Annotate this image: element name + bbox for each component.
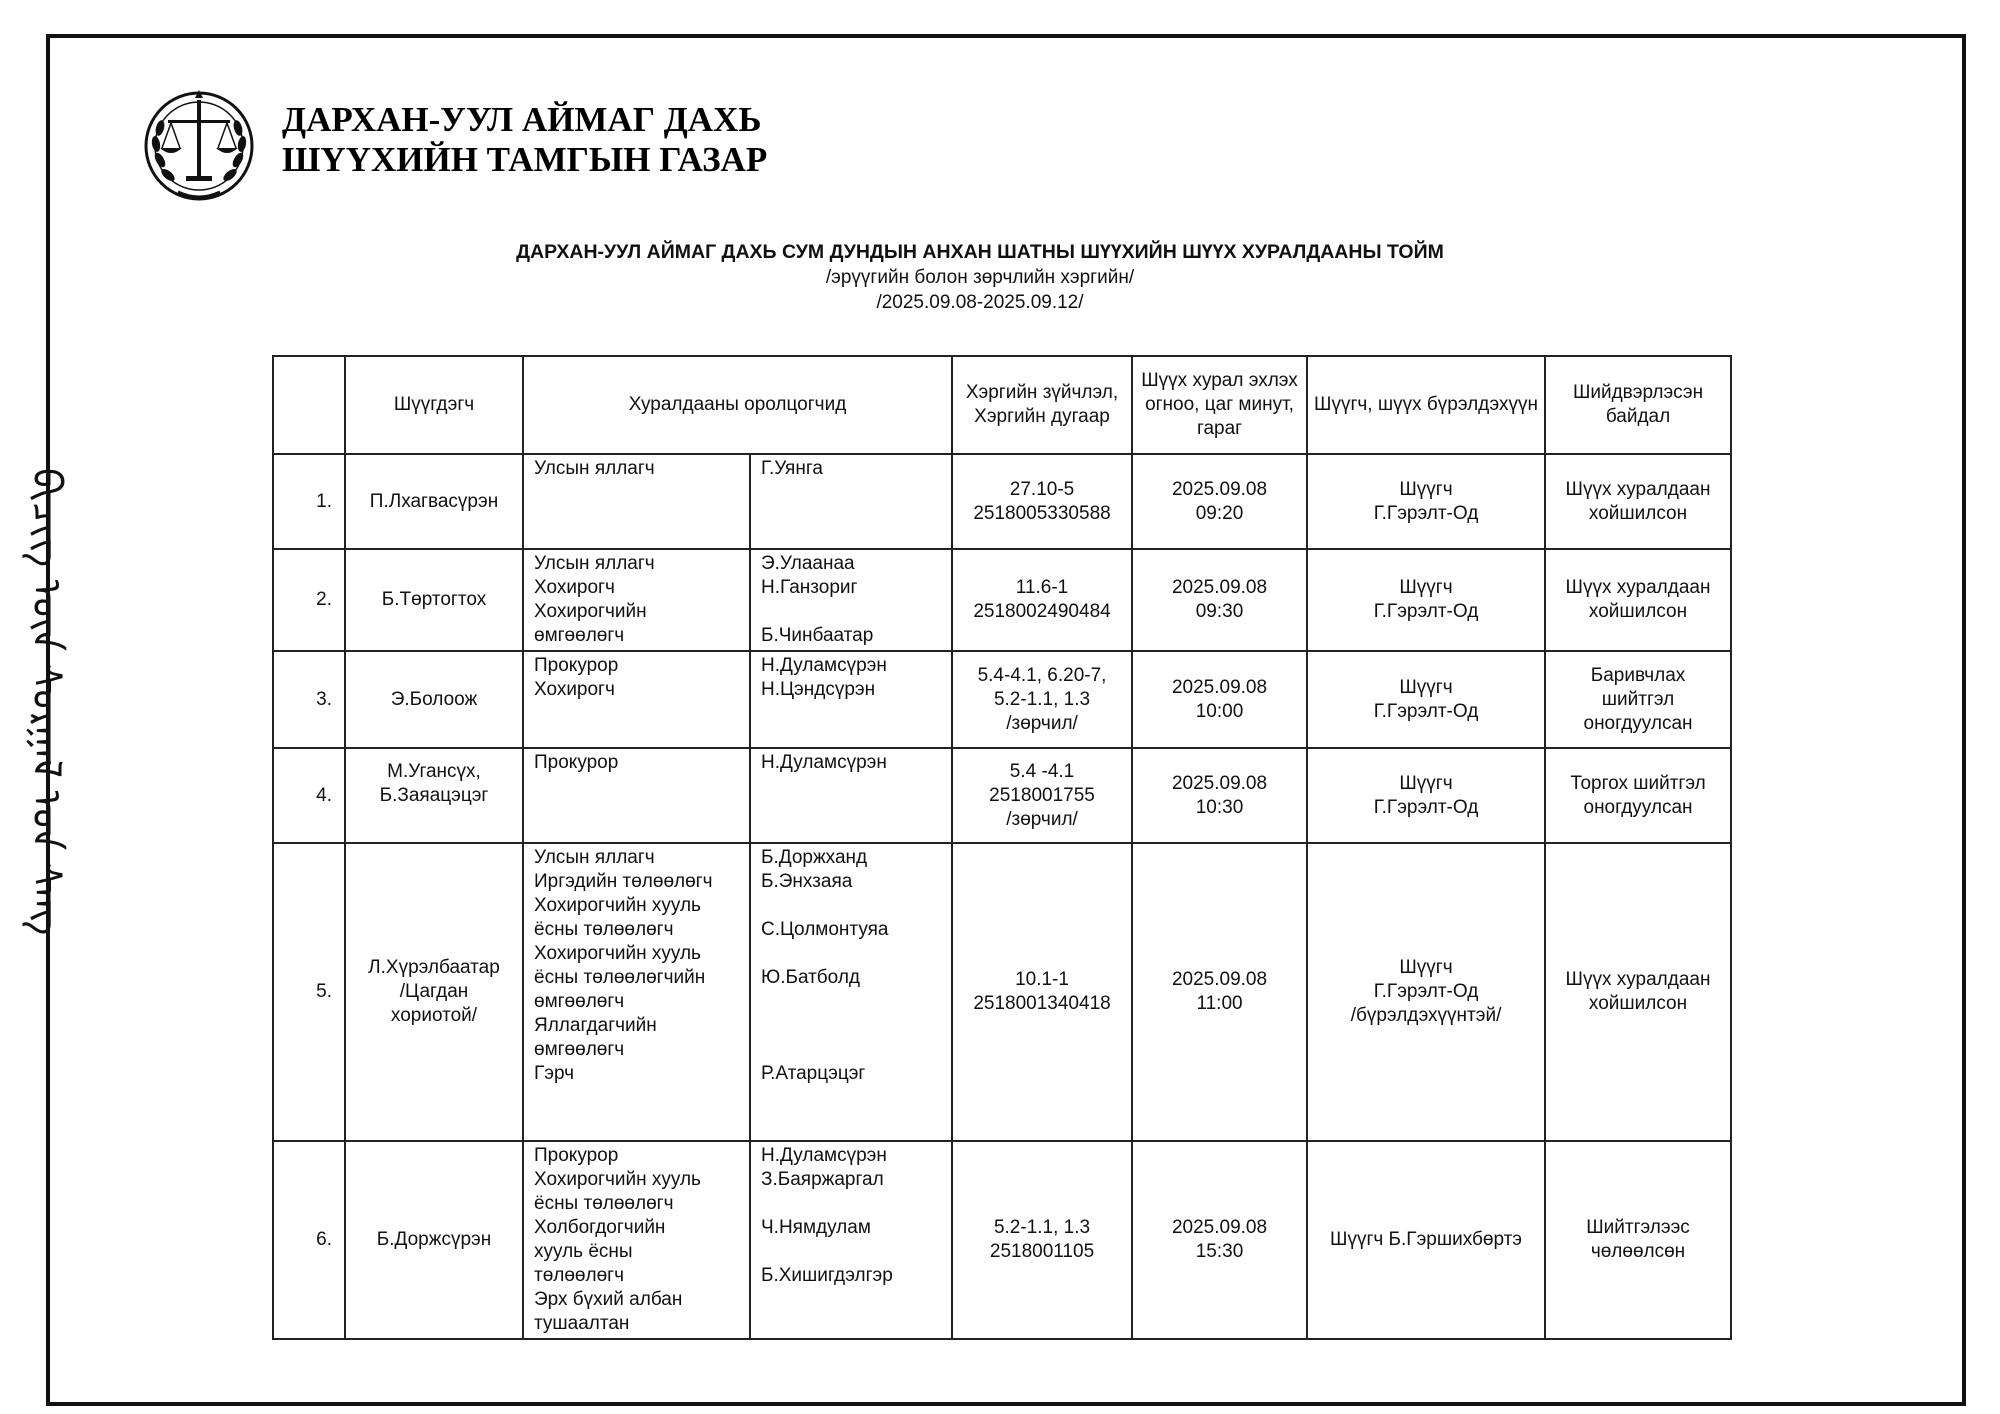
table-row [273,454,1731,549]
row-number: 3. [273,651,345,748]
participant-names-cell [750,748,952,843]
defendant-cell-line: Б.Доржсүрэн [376,1229,492,1250]
court-hearings-table [272,355,1732,1340]
participant-names-cell-line: Б.Доржханд [761,847,868,868]
participant-names-cell-line: Н.Дуламсүрэн [761,752,887,773]
participant-names-cell-line: Э.Улаанаа [761,553,855,574]
participant-names-cell-line: Н.Дуламсүрэн [761,655,887,676]
participant-names-cell-line [761,505,947,529]
table-header-row [273,356,1731,454]
judge-cell [1307,843,1545,1141]
participant-names-cell-line: С.Цолмонтуяа [761,919,889,940]
participant-roles-cell-line: Прокурор [534,752,619,773]
participant-names-cell-line: Н.Дуламсүрэн [761,1145,887,1166]
participant-roles-cell-line: төлөөлөгч [534,1265,624,1286]
judge-cell-line: Шүүгч [1399,478,1453,500]
participant-names-cell-line [761,799,947,823]
participant-roles-cell-line: ёсны төлөөлөгч [534,919,674,940]
outcome-cell-line: хойшилсон [1588,601,1688,622]
participant-names-cell-line: Н.Ганзориг [761,577,858,598]
case-article-cell-line: 2518001755 [989,784,1095,806]
case-article-cell-line: 10.1-1 [1015,969,1069,990]
participant-names-cell [750,454,952,549]
case-article-cell [952,843,1132,1141]
case-article-cell [952,549,1132,651]
participant-names-cell-line [761,1312,947,1336]
participant-names-cell-line [761,775,947,799]
judge-cell-line: Г.Гэрэлт-Од [1373,601,1479,622]
participant-roles-cell-line: Хохирогчийн хууль [534,1169,701,1190]
participant-roles-cell-line: Иргэдийн төлөөлөгч [534,871,713,892]
participant-names-cell [750,1141,952,1339]
outcome-cell-line: хойшилсон [1588,502,1688,524]
case-article-cell-line: 5.2-1.1, 1.3 [993,688,1091,710]
hearing-time-cell-line: 10:30 [1195,796,1244,818]
participant-roles-cell [523,1141,750,1339]
outcome-cell [1545,1141,1731,1339]
participant-names-cell-line: Б.Чинбаатар [761,625,874,646]
participant-names-cell-line: Р.Атарцэцэг [761,1063,866,1084]
hearing-time-cell-line: 15:30 [1195,1241,1244,1262]
defendant-cell-line: Б.Заяацэцэг [379,784,489,806]
defendant-cell [345,651,523,748]
participant-roles-cell-line: тушаалтан [534,1313,630,1334]
participant-roles-cell [523,748,750,843]
participant-roles-cell-line: Прокурор [534,655,619,676]
participant-roles-cell-line: Улсын яллагч [534,458,655,479]
hearing-time-cell-line: 09:30 [1195,601,1244,622]
defendant-cell-line [350,808,518,832]
hearing-time-cell-line: 2025.09.08 [1171,1217,1268,1238]
case-article-cell-line: 5.4-4.1, 6.20-7, [977,664,1107,686]
hearing-time-cell-line: 2025.09.08 [1171,772,1268,794]
case-article-cell-line: /зөрчил/ [1006,808,1078,830]
participant-names-cell-line: Б.Энхзаяа [761,871,853,892]
judge-cell-line: Г.Гэрэлт-Од [1373,981,1479,1002]
judge-cell-line: Шүүгч [1399,957,1453,978]
participant-roles-cell-line: өмгөөлөгч [534,625,625,646]
header-case: Хэргийн зүйчлэл, Хэргийн дугаар [952,356,1132,454]
outcome-cell-line: чөлөөлсөн [1590,1241,1686,1262]
row-number: 1. [273,454,345,549]
judge-cell-line: Г.Гэрэлт-Од [1373,796,1479,818]
participant-roles-cell-line: Улсын яллагч [534,847,655,868]
defendant-cell-line: Л.Хүрэлбаатар [368,957,500,978]
outcome-cell [1545,454,1731,549]
case-article-cell [952,454,1132,549]
participant-roles-cell-line: Хохирогчийн хууль [534,943,701,964]
hearing-time-cell-line: 11:00 [1196,993,1243,1014]
participant-roles-cell-line: Хохирогчийн [534,601,647,622]
participant-names-cell-line: Б.Хишигдэлгэр [761,1265,893,1286]
case-article-cell [952,748,1132,843]
participant-roles-cell [523,549,750,651]
document-subtitle: /эрүүгийн болон зөрчлийн хэргийн/ [825,267,1135,288]
header-judge: Шүүгч, шүүх бүрэлдэхүүн [1307,356,1545,454]
participant-roles-cell-line: Эрх бүхий албан [534,1289,683,1310]
case-article-cell-line: 5.2-1.1, 1.3 [993,1217,1091,1238]
participant-names-cell-line [761,1038,947,1062]
org-line-2: ШҮҮХИЙН ТАМГЫН ГАЗАР [282,140,768,179]
judge-cell [1307,549,1545,651]
judge-cell-line: Шүүгч [1399,676,1453,698]
defendant-cell [345,843,523,1141]
header-participants: Хуралдааны оролцогчид [523,356,952,454]
participant-roles-cell-line: Гэрч [534,1063,575,1084]
header-defendant: Шүүгдэгч [345,356,523,454]
judge-cell-line: Шүүгч [1399,772,1453,794]
mongolian-script-vertical-text [6,182,86,1222]
outcome-cell-line: оногдуулсан [1583,712,1693,734]
participant-roles-cell-line: Прокурор [534,1145,619,1166]
defendant-cell [345,454,523,549]
org-line-1: ДАРХАН-УУЛ АЙМАГ ДАХЬ [282,100,762,139]
case-article-cell-line: 2518001340418 [973,993,1111,1014]
participant-roles-cell-line: ёсны төлөөлөгч [534,1193,674,1214]
table-row [273,651,1731,748]
row-number: 5. [273,843,345,1141]
defendant-cell-line: М.Угансүх, [387,760,481,782]
header-outcome: Шийдвэрлэсэн байдал [1545,356,1731,454]
judge-cell-line: Г.Гэрэлт-Од [1373,700,1479,722]
participant-names-cell-line [761,1240,947,1264]
table-row [273,843,1731,1141]
hearing-time-cell [1132,843,1307,1141]
case-article-cell-line: 11.6-1 [1015,577,1069,598]
hearing-time-cell-line: 2025.09.08 [1171,676,1268,698]
participant-names-cell-line [761,894,947,918]
participant-roles-cell [523,651,750,748]
judge-cell [1307,454,1545,549]
participant-roles-cell-line: Хохирогчийн хууль [534,895,701,916]
court-scales-emblem-icon [138,80,260,208]
outcome-cell-line: оногдуулсан [1583,796,1693,818]
judge-cell [1307,1141,1545,1339]
participant-names-cell-line [761,1192,947,1216]
row-number: 6. [273,1141,345,1339]
hearing-time-cell-line: 09:20 [1195,502,1244,524]
document-period: /2025.09.08-2025.09.12/ [876,292,1084,313]
participant-names-cell-line [761,702,947,726]
outcome-cell-line: Шүүх хуралдаан [1565,969,1711,990]
participant-roles-cell-line: ёсны төлөөлөгчийн [534,967,706,988]
participant-names-cell-line: Ч.Нямдулам [761,1217,871,1238]
participant-roles-cell [523,843,750,1141]
header-time: Шүүх хурал эхлэх огноо, цаг минут, гараг [1132,356,1307,454]
outcome-cell [1545,843,1731,1141]
participant-names-cell-line: З.Баяржаргал [761,1169,884,1190]
participant-names-cell-line [761,600,947,624]
hearing-time-cell [1132,1141,1307,1339]
table-row [273,1141,1731,1339]
defendant-cell-line: Б.Төртогтох [381,589,487,610]
defendant-cell-line: хориотой/ [390,1005,478,1026]
outcome-cell-line: Торгох шийтгэл [1570,772,1706,794]
judge-cell-line: Шүүгч Б.Гэршихбөртэ [1330,1229,1522,1250]
participant-roles-cell-line: Яллагдагчийн [534,1015,657,1036]
participant-names-cell [750,843,952,1141]
document-heading [390,240,1570,315]
hearing-time-cell-line: 10:00 [1195,700,1244,722]
hearing-time-cell [1132,549,1307,651]
participant-names-cell-line [761,942,947,966]
outcome-cell-line: Шийтгэлээс [1586,1217,1690,1238]
participant-roles-cell-line [534,481,745,505]
participant-names-cell-line [761,1014,947,1038]
participant-roles-cell-line [534,775,745,799]
organization-name [282,100,767,180]
participant-roles-cell-line: хууль ёсны [534,1241,633,1262]
participant-roles-cell-line: өмгөөлөгч [534,991,625,1012]
case-article-cell [952,1141,1132,1339]
participant-roles-cell-line [534,702,745,726]
hearing-time-cell-line: 2025.09.08 [1171,478,1268,500]
header-num [273,356,345,454]
participant-roles-cell [523,454,750,549]
outcome-cell-line: шийтгэл [1601,688,1675,710]
defendant-cell-line: /Цагдан [399,981,469,1002]
case-article-cell [952,651,1132,748]
row-number: 2. [273,549,345,651]
hearing-time-cell [1132,651,1307,748]
case-article-cell-line: 27.10-5 [1009,478,1075,500]
hearing-time-cell-line: 2025.09.08 [1171,577,1268,598]
outcome-cell [1545,549,1731,651]
participant-roles-cell-line: Хохирогч [534,577,615,598]
case-article-cell-line: 2518001105 [989,1241,1095,1262]
hearing-time-cell [1132,748,1307,843]
row-number: 4. [273,748,345,843]
case-article-cell-line: 2518005330588 [973,502,1111,524]
participant-names-cell-line: Н.Цэндсүрэн [761,679,876,700]
defendant-cell [345,748,523,843]
table-row [273,748,1731,843]
participant-names-cell [750,549,952,651]
defendant-cell [345,549,523,651]
participant-roles-cell-line: өмгөөлөгч [534,1039,625,1060]
participant-names-cell-line [761,481,947,505]
document-title: ДАРХАН-УУЛ АЙМАГ ДАХЬ СУМ ДУНДЫН АНХАН ШАТНЫ ШҮҮХИЙН ШҮҮХ ХУРАЛДААНЫ ТОЙМ [516,241,1444,263]
defendant-cell-line: П.Лхагвасүрэн [369,490,499,512]
hearing-time-cell [1132,454,1307,549]
case-article-cell-line: /зөрчил/ [1006,712,1078,734]
participant-roles-cell-line: Холбогдогчийн [534,1217,666,1238]
judge-cell [1307,651,1545,748]
defendant-cell-line: Э.Болоож [390,688,478,710]
outcome-cell-line: Шүүх хуралдаан [1565,478,1711,500]
participant-names-cell-line: Г.Уянга [761,458,823,479]
outcome-cell-line: Баривчлах [1590,664,1686,686]
outcome-cell [1545,651,1731,748]
outcome-cell-line: Шүүх хуралдаан [1565,577,1711,598]
judge-cell-line: Г.Гэрэлт-Од [1373,502,1479,524]
participant-names-cell-line [761,990,947,1014]
outcome-cell [1545,748,1731,843]
case-article-cell-line: 2518002490484 [973,601,1111,622]
hearing-time-cell-line: 2025.09.08 [1171,969,1268,990]
table-row [273,549,1731,651]
participant-roles-cell-line [534,505,745,529]
participant-names-cell [750,651,952,748]
outcome-cell-line: хойшилсон [1588,993,1688,1014]
participant-roles-cell-line: Улсын яллагч [534,553,655,574]
case-article-cell-line: 5.4 -4.1 [1009,760,1075,782]
mongolian-script-text: ᠪᠢᠴᠢᠭ᠌ ᠦᠨ ᠰᠤᠷᠭᠠᠯ ᠤᠨ ᠰᠠᠩ [23,468,69,936]
participant-roles-cell-line: Хохирогч [534,679,615,700]
judge-cell [1307,748,1545,843]
participant-roles-cell-line [534,799,745,823]
participant-names-cell-line [761,1288,947,1312]
judge-cell-line: /бүрэлдэхүүнтэй/ [1350,1005,1502,1026]
judge-cell-line: Шүүгч [1399,577,1453,598]
defendant-cell [345,1141,523,1339]
participant-names-cell-line: Ю.Батболд [761,967,860,988]
